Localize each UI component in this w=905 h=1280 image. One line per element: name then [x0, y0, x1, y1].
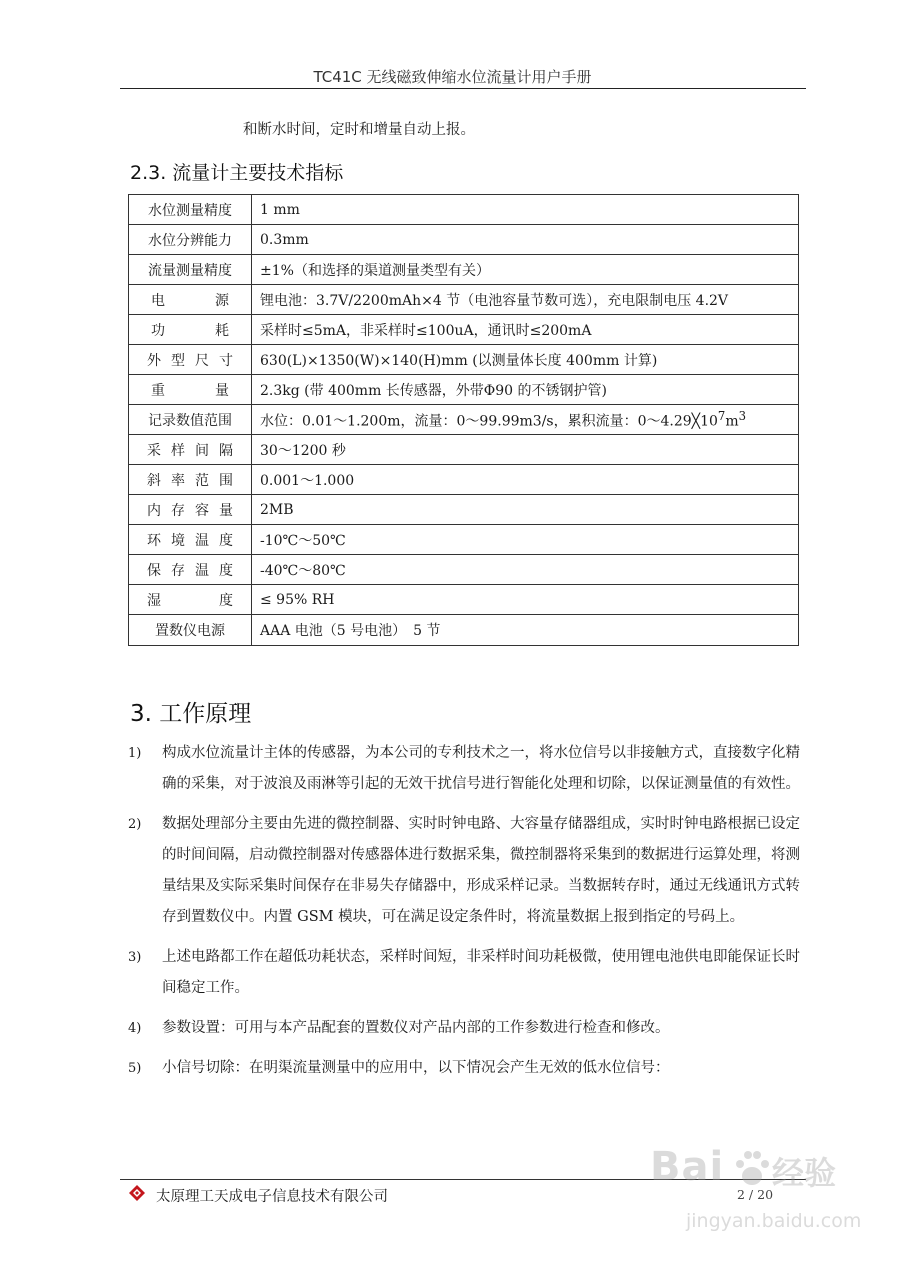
- spec-value: [252, 405, 799, 435]
- footer-company-name: 太原理工天成电子信息技术有限公司: [156, 1189, 388, 1205]
- list-item: [128, 1053, 800, 1084]
- spec-label: 斜率范围: [147, 472, 233, 489]
- spec-row: [129, 255, 799, 285]
- list-item-number: 1): [128, 746, 142, 761]
- list-item-text: 小信号切除：在明渠流量测量中的应用中，以下情况会产生无效的低水位信号：: [162, 1060, 670, 1076]
- list-item: [128, 1013, 800, 1044]
- spec-value: AAA 电池（5 号电池） 5 节: [252, 615, 799, 646]
- spec-row: [129, 525, 799, 555]
- spec-label: 水位测量精度: [129, 195, 252, 225]
- spec-value: 锂电池：3.7V/2200mAh×4 节（电池容量节数可选），充电限制电压 4.2V: [252, 285, 799, 315]
- spec-value-unit: m: [725, 413, 739, 430]
- spec-row: [129, 555, 799, 585]
- spec-row: [129, 375, 799, 405]
- list-item-text: 上述电路都工作在超低功耗状态，采样时间短，非采样时间功耗极微，使用锂电池供电即能保证长时间稳定工作。: [162, 949, 800, 996]
- section-heading-2-3: 2.3. 流量计主要技术指标: [130, 162, 344, 184]
- list-item: [128, 809, 800, 933]
- list-item-number: 5): [128, 1061, 142, 1076]
- spec-value: 采样时≤5mA，非采样时≤100uA，通讯时≤200mA: [252, 315, 799, 345]
- spec-value: 30～1200 秒: [252, 435, 799, 465]
- spec-row: [129, 585, 799, 615]
- spec-value: 0.3mm: [252, 225, 799, 255]
- spec-row: [129, 435, 799, 465]
- spec-label: 记录数值范围: [129, 405, 252, 435]
- spec-label: 重量: [151, 382, 229, 399]
- spec-label: 水位分辨能力: [129, 225, 252, 255]
- company-logo-icon: [128, 1184, 146, 1202]
- spec-label: 电源: [151, 292, 229, 309]
- watermark-brand-suffix: 经验: [772, 1154, 837, 1192]
- header-title: TC41C 无线磁致伸缩水位流量计用户手册: [313, 68, 592, 86]
- spec-row: [129, 285, 799, 315]
- spec-row: [129, 225, 799, 255]
- page-number: 2 / 20: [737, 1187, 774, 1202]
- list-item-text: 数据处理部分主要由先进的微控制器、实时时钟电路、大容量存储器组成，实时时钟电路根据已设定的时间间隔，启动微控制器对传感器体进行数据采集，微控制器将采集到的数据进行运算处理，将测量结果及实际采集时间保存在非易失存储器中，形成采样记录。当数据转存时，通过无线通讯方式转存到置数仪中。内置 GSM 模块，可在满足设定条件时，将流量数据上报到指定的号码上。: [162, 816, 800, 925]
- spec-value: 0.001～1.000: [252, 465, 799, 495]
- spec-row: [129, 195, 799, 225]
- spec-label: 外型尺寸: [147, 352, 233, 369]
- spec-label: 保存温度: [147, 562, 233, 579]
- spec-row: [129, 615, 799, 646]
- spec-row: [129, 405, 799, 435]
- spec-row: [129, 495, 799, 525]
- spec-value: 2MB: [252, 495, 799, 525]
- watermark-brand: Bai: [650, 1144, 725, 1190]
- spec-label: 环境温度: [147, 532, 233, 549]
- list-item-number: 3): [128, 950, 142, 965]
- spec-table: [128, 194, 799, 646]
- list-item: [128, 738, 800, 800]
- spec-value: ±1%（和选择的渠道测量类型有关）: [252, 255, 799, 285]
- list-item-text: 构成水位流量计主体的传感器，为本公司的专利技术之一，将水位信号以非接触方式，直接数字化精确的采集，对于波浪及雨淋等引起的无效干扰信号进行智能化处理和切除，以保证测量值的有效性。: [162, 745, 800, 792]
- spec-value-unit-exponent: 3: [738, 408, 747, 423]
- paw-icon: [734, 1148, 770, 1188]
- list-item-number: 2): [128, 817, 142, 832]
- spec-label: 内存容量: [147, 502, 233, 519]
- spec-value: ≤ 95% RH: [252, 585, 799, 615]
- spec-label: 功耗: [151, 322, 229, 339]
- principle-list: [128, 738, 800, 1093]
- header-divider: [120, 88, 806, 89]
- spec-label: 湿度: [147, 592, 233, 609]
- watermark-url: jingyan.baidu.com: [686, 1210, 862, 1232]
- baidu-watermark: [644, 1138, 862, 1248]
- spec-row: [129, 315, 799, 345]
- spec-value: -40℃～80℃: [252, 555, 799, 585]
- intro-line: 和断水时间，定时和增量自动上报。: [243, 122, 475, 138]
- section-heading-3: 3. 工作原理: [130, 701, 252, 727]
- spec-value-exponent: 7: [717, 408, 726, 423]
- list-item: [128, 942, 800, 1004]
- spec-label: 置数仪电源: [129, 615, 252, 646]
- spec-value: 1 mm: [252, 195, 799, 225]
- spec-value-range: 水位：0.01～1.200m，流量：0～99.99m3/s，累积流量：0～4.29╳10: [260, 413, 718, 430]
- spec-value: 630(L)×1350(W)×140(H)mm (以测量体长度 400mm 计算): [252, 345, 799, 375]
- spec-label: 流量测量精度: [129, 255, 252, 285]
- spec-row: [129, 345, 799, 375]
- spec-label: 采样间隔: [147, 442, 233, 459]
- list-item-text: 参数设置：可用与本产品配套的置数仪对产品内部的工作参数进行检查和修改。: [162, 1020, 670, 1036]
- list-item-number: 4): [128, 1021, 142, 1036]
- spec-row: [129, 465, 799, 495]
- spec-value: 2.3kg (带 400mm 长传感器，外带Φ90 的不锈钢护管): [252, 375, 799, 405]
- spec-value: -10℃～50℃: [252, 525, 799, 555]
